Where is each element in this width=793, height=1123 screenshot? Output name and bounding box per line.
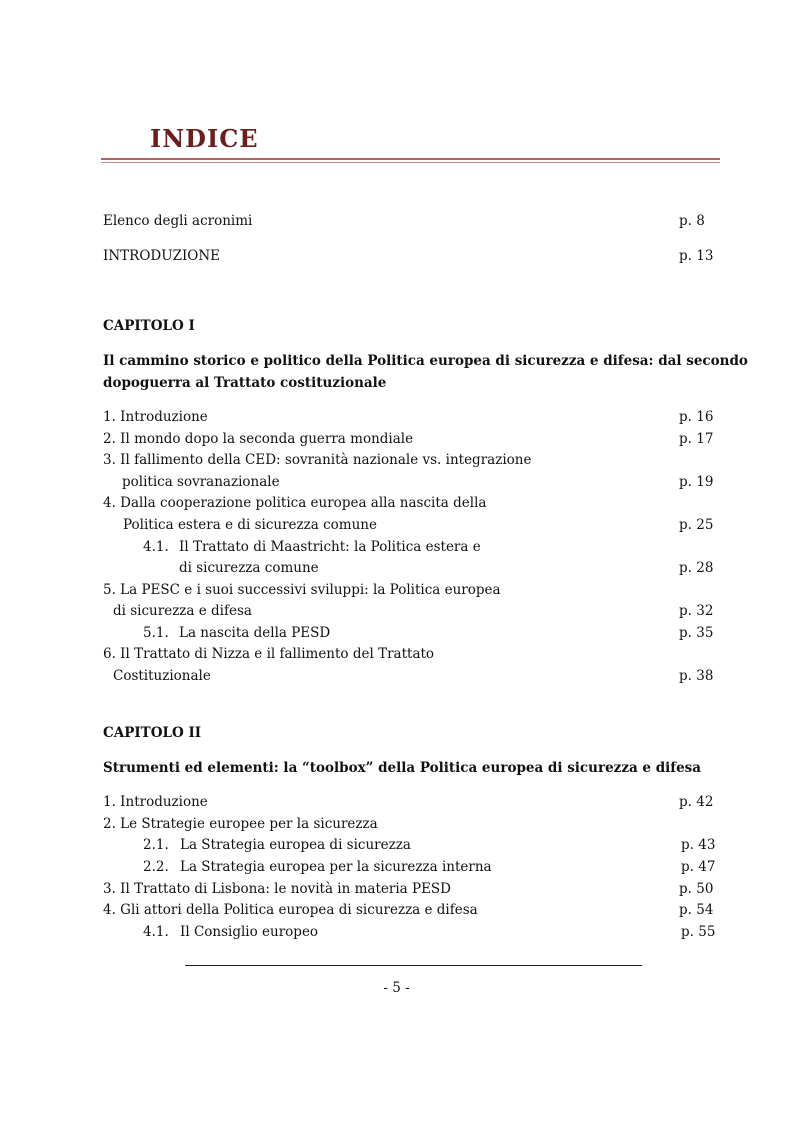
chapter-subtitle-text: Strumenti ed elementi: la “toolbox” della Politica europea di sicurezza e difesa xyxy=(103,760,702,776)
chapter-2-heading xyxy=(0,722,793,744)
toc-entry-2-4-1[interactable] xyxy=(0,921,793,943)
chapter-2-subtitle xyxy=(0,757,793,779)
toc-entry-2-1[interactable] xyxy=(0,791,793,813)
toc-entry-text: 3. Il fallimento della CED: sovranità nazionale vs. integrazione xyxy=(103,452,532,468)
toc-entry-text: 4. Gli attori della Politica europea di sicurezza e difesa xyxy=(103,902,478,918)
toc-entry-page: p. 8 xyxy=(679,213,705,229)
toc-entry-text: La nascita della PESD xyxy=(179,625,331,641)
toc-entry-1-4-line-1[interactable] xyxy=(0,492,793,514)
toc-entry-1-4-1-line-2[interactable] xyxy=(0,557,793,579)
toc-entry-1-4-1-line-1[interactable] xyxy=(0,536,793,558)
toc-entry-text: Il Consiglio europeo xyxy=(180,924,319,940)
chapter-subtitle-text: dopoguerra al Trattato costituzionale xyxy=(103,375,387,391)
toc-entry-1-5-line-1[interactable] xyxy=(0,579,793,601)
toc-entry-number: 5.1. xyxy=(143,625,169,641)
title-underline-thin xyxy=(101,162,720,163)
toc-entry-page: p. 25 xyxy=(679,517,714,533)
toc-entry-acronimi[interactable] xyxy=(0,210,793,232)
chapter-heading-text: CAPITOLO II xyxy=(103,725,202,741)
title-underline xyxy=(101,158,720,160)
toc-entry-page: p. 17 xyxy=(679,431,714,447)
toc-entry-page: p. 47 xyxy=(681,859,716,875)
toc-entry-2-2-2[interactable] xyxy=(0,856,793,878)
chapter-1-heading xyxy=(0,315,793,337)
footer-rule xyxy=(185,965,642,966)
toc-entry-text: Il Trattato di Maastricht: la Politica estera e xyxy=(179,539,481,555)
toc-entry-text: 6. Il Trattato di Nizza e il fallimento del Trattato xyxy=(103,646,435,662)
toc-entry-page: p. 42 xyxy=(679,794,714,810)
toc-entry-text: politica sovranazionale xyxy=(122,474,280,490)
toc-entry-text: Costituzionale xyxy=(113,668,211,684)
toc-entry-text: 1. Introduzione xyxy=(103,794,208,810)
toc-entry-page: p. 32 xyxy=(679,603,714,619)
chapter-heading-text: CAPITOLO I xyxy=(103,318,195,334)
toc-entry-text: di sicurezza e difesa xyxy=(113,603,252,619)
toc-entry-page: p. 54 xyxy=(679,902,714,918)
toc-entry-text: di sicurezza comune xyxy=(179,560,319,576)
chapter-subtitle-text: Il cammino storico e politico della Politica europea di sicurezza e difesa: dal secondo xyxy=(103,353,748,369)
toc-entry-2-2-1[interactable] xyxy=(0,834,793,856)
toc-entry-number: 2.1. xyxy=(143,837,169,853)
toc-entry-page: p. 28 xyxy=(679,560,714,576)
toc-entry-page: p. 19 xyxy=(679,474,714,490)
toc-entry-1-5-1[interactable] xyxy=(0,622,793,644)
toc-entry-1-3-line-2[interactable] xyxy=(0,471,793,493)
toc-entry-text: 2. Le Strategie europee per la sicurezza xyxy=(103,816,378,832)
toc-entry-number: 4.1. xyxy=(143,539,169,555)
toc-entry-text: 2. Il mondo dopo la seconda guerra mondiale xyxy=(103,431,414,447)
toc-entry-text: 4. Dalla cooperazione politica europea alla nascita della xyxy=(103,495,487,511)
toc-entry-text: 5. La PESC e i suoi successivi sviluppi: la Politica europea xyxy=(103,582,501,598)
toc-entry-text: La Strategia europea di sicurezza xyxy=(180,837,411,853)
toc-entry-page: p. 16 xyxy=(679,409,714,425)
page-title: INDICE xyxy=(150,124,259,153)
toc-entry-1-6-line-1[interactable] xyxy=(0,643,793,665)
toc-entry-1-6-line-2[interactable] xyxy=(0,665,793,687)
toc-entry-text: 1. Introduzione xyxy=(103,409,208,425)
toc-entry-number: 4.1. xyxy=(143,924,169,940)
toc-entry-text: Elenco degli acronimi xyxy=(103,213,253,229)
toc-entry-2-3[interactable] xyxy=(0,878,793,900)
toc-entry-page: p. 55 xyxy=(681,924,716,940)
toc-entry-page: p. 13 xyxy=(679,248,714,264)
toc-entry-2-2[interactable] xyxy=(0,813,793,835)
toc-entry-text: Politica estera e di sicurezza comune xyxy=(123,517,377,533)
toc-entry-number: 2.2. xyxy=(143,859,169,875)
toc-entry-1-4-line-2[interactable] xyxy=(0,514,793,536)
toc-entry-page: p. 38 xyxy=(679,668,714,684)
toc-entry-page: p. 50 xyxy=(679,881,714,897)
toc-entry-text: 3. Il Trattato di Lisbona: le novità in materia PESD xyxy=(103,881,451,897)
toc-entry-1-1[interactable] xyxy=(0,406,793,428)
chapter-1-subtitle-line-1 xyxy=(0,350,793,372)
toc-entry-1-5-line-2[interactable] xyxy=(0,600,793,622)
toc-entry-1-2[interactable] xyxy=(0,428,793,450)
toc-entry-page: p. 35 xyxy=(679,625,714,641)
chapter-1-subtitle-line-2 xyxy=(0,372,793,394)
toc-entry-2-4[interactable] xyxy=(0,899,793,921)
toc-entry-introduzione[interactable] xyxy=(0,245,793,267)
toc-entry-1-3-line-1[interactable] xyxy=(0,449,793,471)
toc-entry-text: La Strategia europea per la sicurezza interna xyxy=(180,859,492,875)
page-number: - 5 - xyxy=(383,980,410,996)
toc-entry-text: INTRODUZIONE xyxy=(103,248,221,264)
toc-entry-page: p. 43 xyxy=(681,837,716,853)
